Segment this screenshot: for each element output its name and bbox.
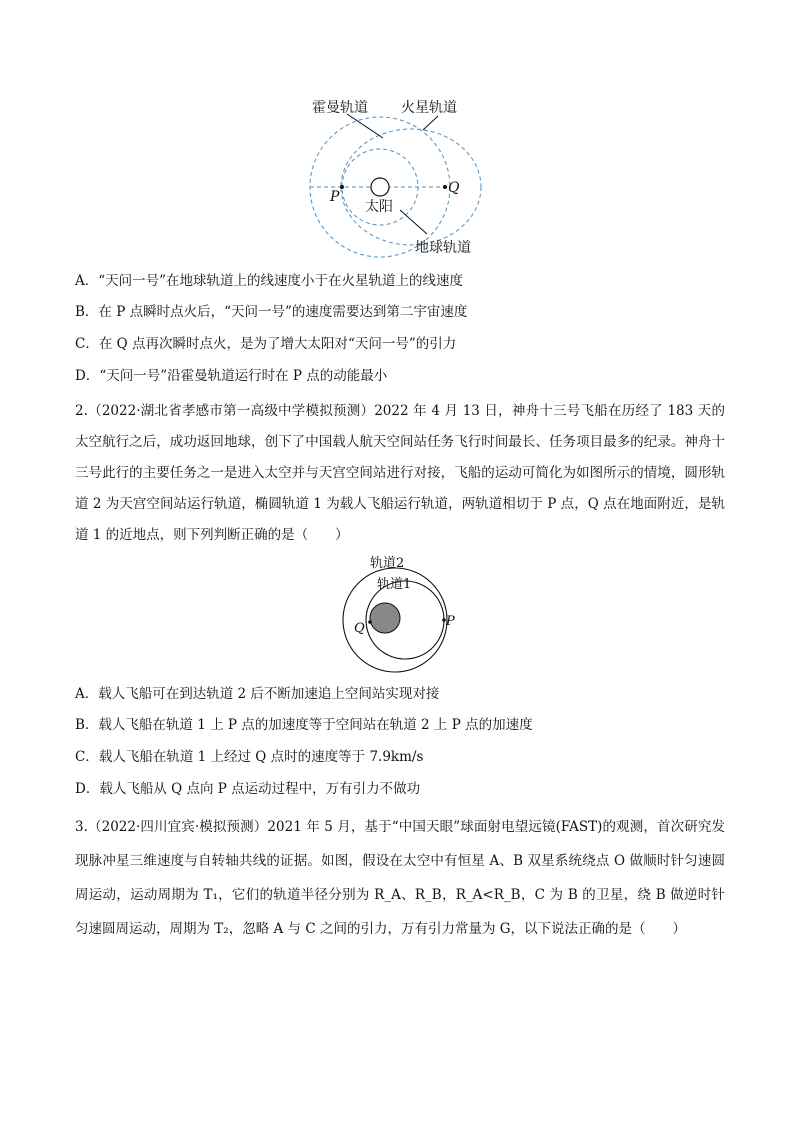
q1-option-c: C．在 Q 点再次瞬时点火，是为了增大太阳对“天问一号”的引力 [75,336,457,352]
label-orbit2: 轨道2 [370,556,405,571]
spacecraft-orbit-diagram [340,552,460,677]
leader-hohmann [347,114,383,138]
label-sun: 太阳 [365,199,393,215]
label-P: P [446,614,455,629]
label-P: P [330,189,340,205]
label-orbit1: 轨道1 [377,577,412,592]
q2-option-a: A．载人飞船可在到达轨道 2 后不断加速追上空间站实现对接 [75,686,440,702]
earth-icon [370,603,400,633]
label-Q: Q [448,180,460,196]
q2-option-d: D．载人飞船从 Q 点向 P 点运动过程中，万有引力不做功 [75,781,421,797]
point-Q [443,185,447,189]
q2-option-b: B．载人飞船在轨道 1 上 P 点的加速度等于空间站在轨道 2 上 P 点的加速度 [75,717,533,733]
point-P [340,185,344,189]
label-earth-orbit: 地球轨道 [415,240,471,256]
q3-stem: 3.（2022·四川宜宾·模拟预测）2021 年 5 月，基于“中国天眼”球面射电望远镜(FAST)的观测，首次研究发现脉冲星三维速度与自转轴共线的证据。如图，假设在太空中有恒星 A、B 双星系统绕点 O 做顺时针匀速圆周运动，运动周期为 T₁，它们的轨道半径分别为 R_A、R_B，R_A<R_B，C 为 B 的卫星，绕 B 做逆时针匀速圆周运动，周期为 T₂，忽略 A 与 C 之间的引力，万有引力常量为 G，以下说法正确的是（ ） [75,819,725,937]
label-Q: Q [354,621,365,636]
q2-stem: 2.（2022·湖北省孝感市第一高级中学模拟预测）2022 年 4 月 13 日，神舟十三号飞船在历经了 183 天的太空航行之后，成功返回地球，创下了中国载人航天空间站任务飞行时间最长、任务项目最多的纪录。神舟十三号此行的主要任务之一是进入太空并与天宫空间站进行对接，飞船的运动可简化为如图所示的情境，圆形轨道 2 为天宫空间站运行轨道，椭圆轨道 1 为载人飞船运行轨道，两轨道相切于 P 点，Q 点在地面附近，是轨道 1 的近地点，则下列判断正确的是（ ） [75,403,725,543]
leader-mars [423,116,438,130]
label-mars: 火星轨道 [401,100,457,116]
sun-icon [371,178,389,196]
q1-option-d: D．“天问一号”沿霍曼轨道运行时在 P 点的动能最小 [75,368,388,384]
q2-option-c: C．载人飞船在轨道 1 上经过 Q 点时的速度等于 7.9km/s [75,749,424,765]
q1-option-b: B．在 P 点瞬时点火后，“天问一号”的速度需要达到第二宇宙速度 [75,304,468,320]
leader-earth [400,210,427,234]
point-Q [368,620,372,624]
label-hohmann: 霍曼轨道 [312,100,368,116]
q1-option-a: A．“天问一号”在地球轨道上的线速度小于在火星轨道上的线速度 [75,273,464,289]
hohmann-orbit-diagram [305,92,490,262]
